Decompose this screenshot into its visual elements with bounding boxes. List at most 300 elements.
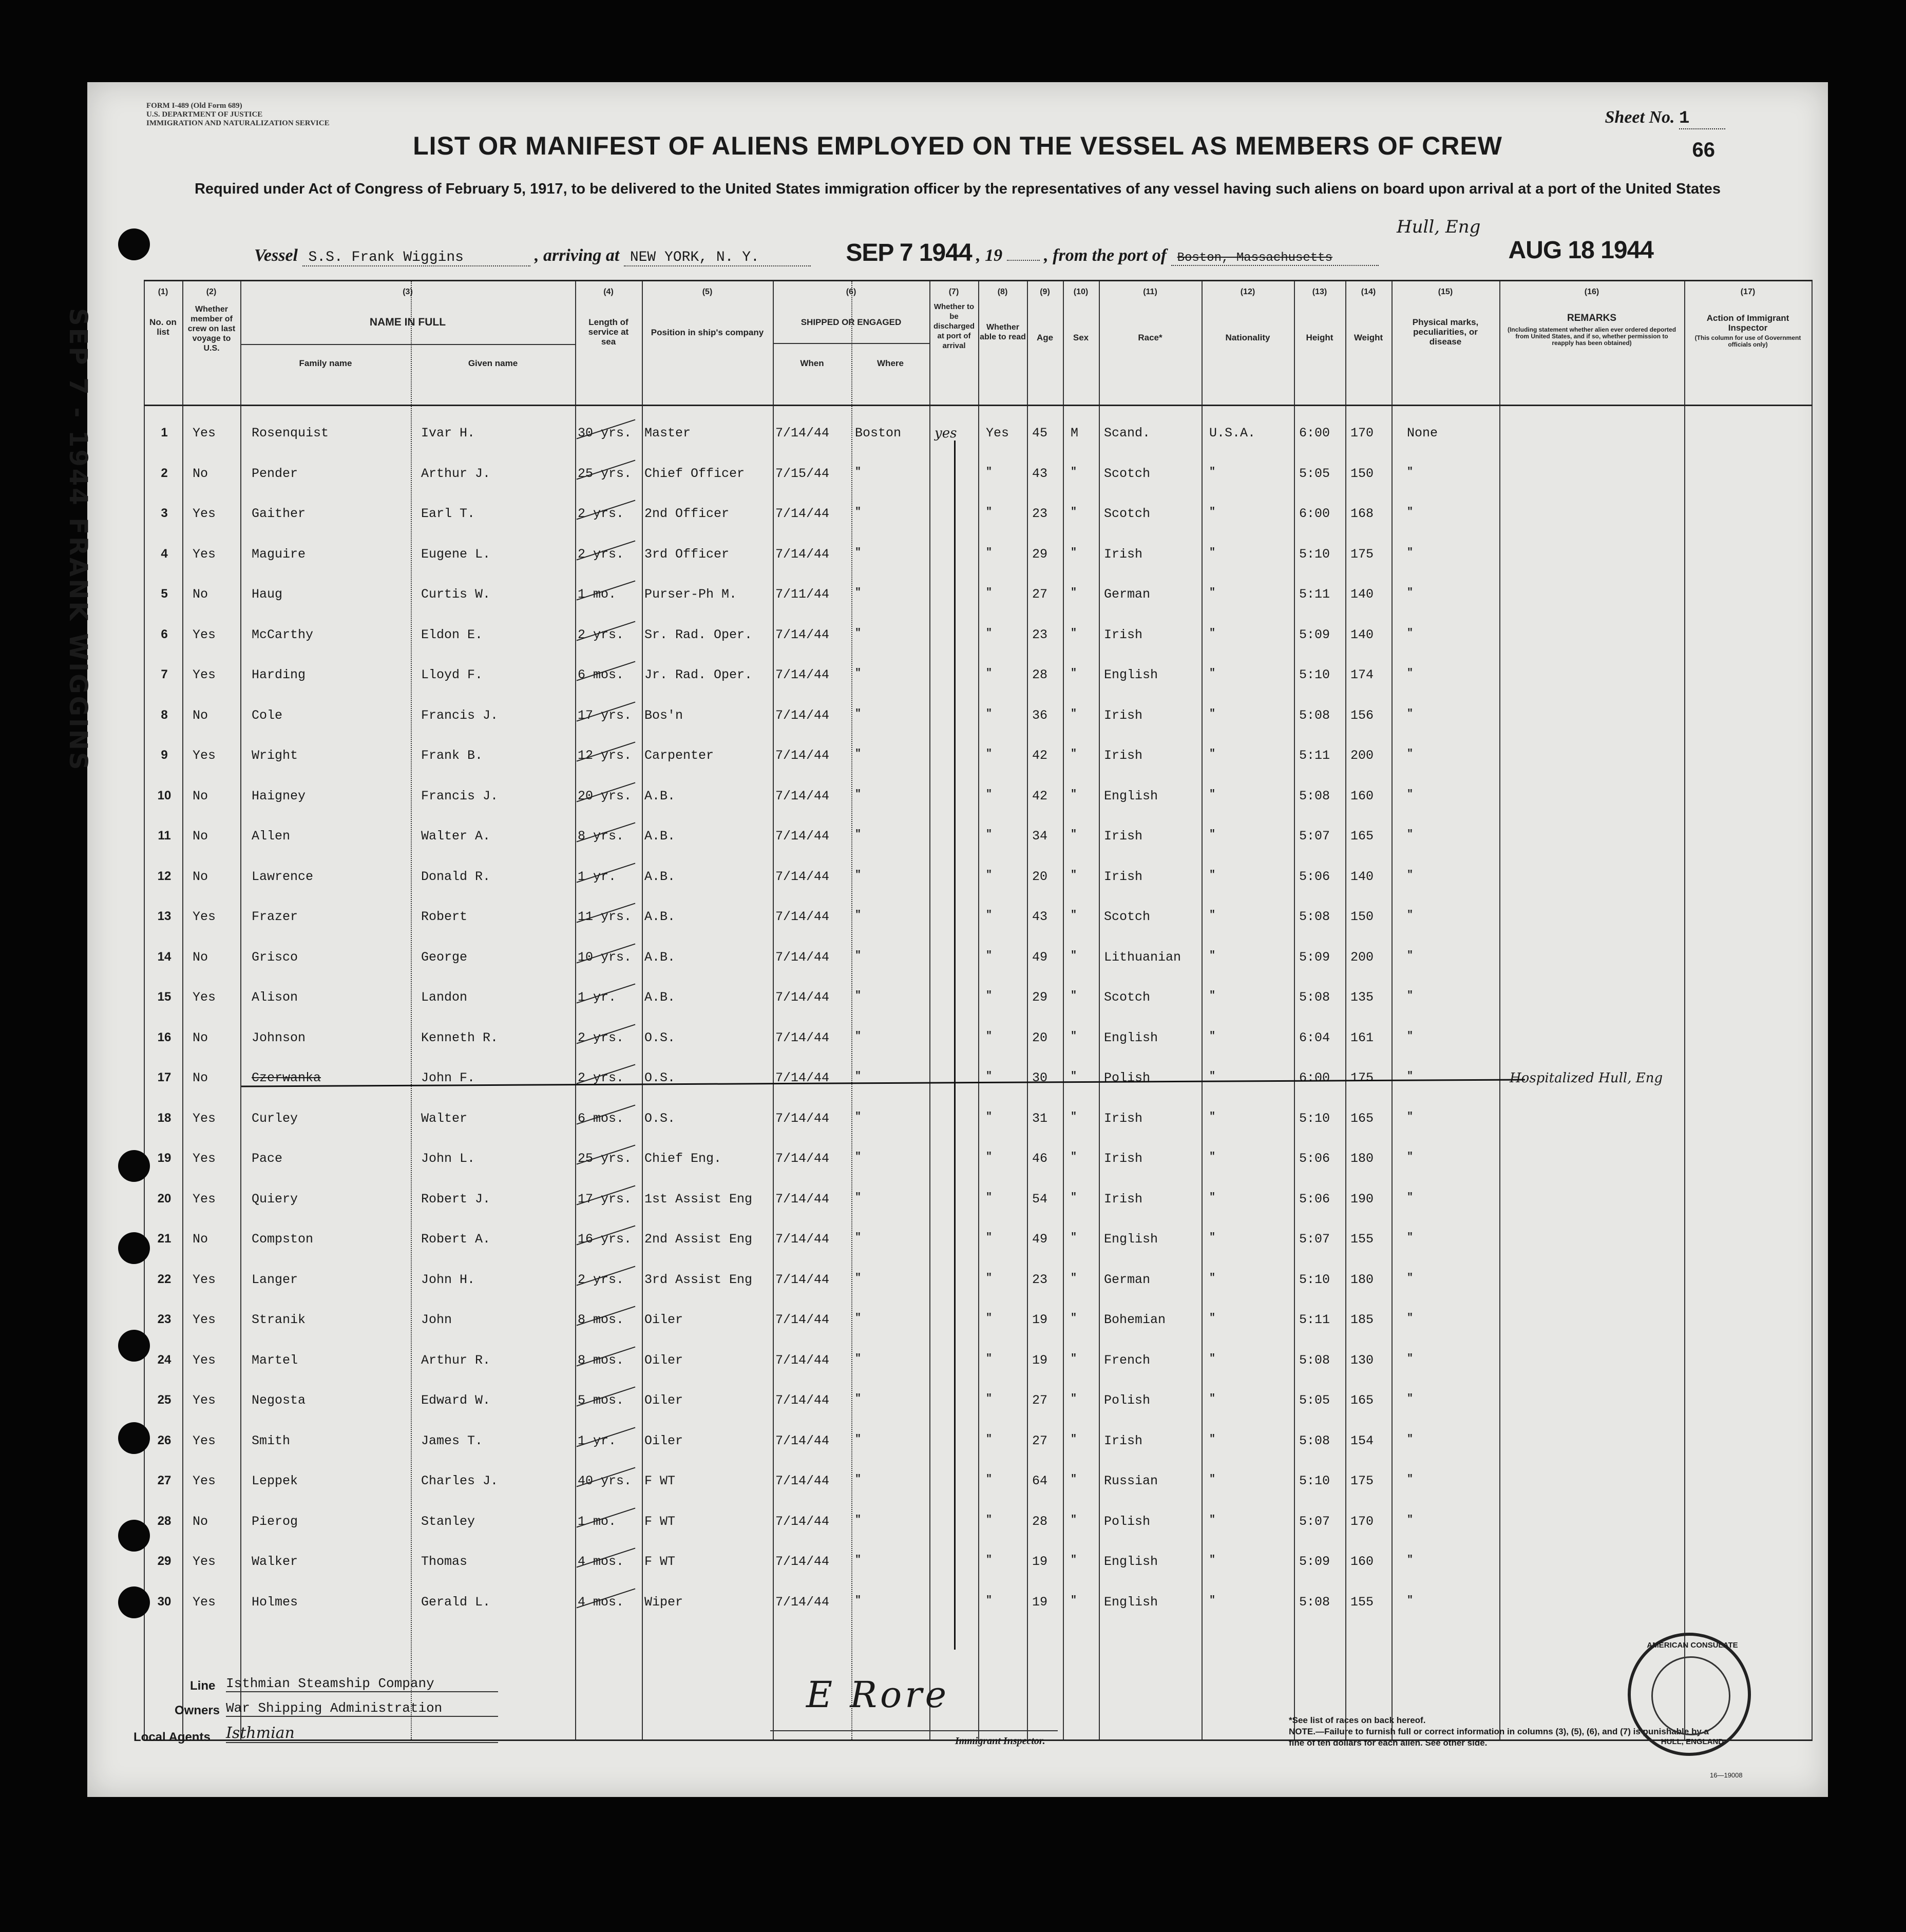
shipped-when: 7/14/44 — [775, 909, 830, 924]
given-name: Eugene L. — [421, 546, 491, 562]
row-number: 22 — [157, 1272, 171, 1286]
sex: " — [1071, 990, 1077, 1002]
shipped-where: Boston — [855, 426, 902, 441]
height: 5:09 — [1299, 627, 1330, 642]
race: Irish — [1104, 1111, 1143, 1126]
age: 54 — [1032, 1191, 1048, 1207]
year-blank — [1007, 260, 1040, 261]
nationality: " — [1209, 1393, 1216, 1405]
table-row — [144, 1586, 1813, 1625]
age: 43 — [1032, 909, 1048, 924]
shipped-when: 7/14/44 — [775, 1594, 830, 1610]
weight: 180 — [1350, 1151, 1374, 1166]
form-number: FORM I-489 (Old Form 689) — [146, 102, 242, 110]
family-name: Compston — [252, 1232, 314, 1247]
position: A.B. — [644, 949, 676, 965]
physical-marks: " — [1407, 748, 1414, 760]
physical-marks: " — [1407, 1393, 1414, 1405]
race: German — [1104, 1272, 1151, 1287]
form-number-block — [146, 102, 330, 128]
given-name: John L. — [421, 1151, 475, 1166]
shipped-when: 7/14/44 — [775, 1191, 830, 1207]
service-length: 2 yrs. — [578, 506, 624, 521]
shipped-when: 7/14/44 — [775, 627, 830, 642]
from-port-struck: Boston, Massachusetts — [1171, 251, 1379, 266]
table-row — [144, 1465, 1813, 1504]
given-name: John F. — [421, 1070, 475, 1085]
race: Lithuanian — [1104, 949, 1181, 965]
family-name: Langer — [252, 1272, 298, 1287]
age: 34 — [1032, 829, 1048, 844]
weight: 175 — [1350, 1070, 1374, 1085]
table-row — [144, 982, 1813, 1020]
weight: 150 — [1350, 466, 1374, 481]
row-number: 8 — [161, 707, 168, 722]
header-last-voyage: Whether member of crew on last voyage to U.S. — [187, 305, 236, 353]
given-name: Francis J. — [421, 707, 499, 723]
height: 5:06 — [1299, 1191, 1330, 1207]
height: 5:10 — [1299, 667, 1330, 682]
weight: 190 — [1350, 1191, 1374, 1207]
row-number: 3 — [161, 506, 168, 520]
last-voyage: Yes — [193, 1474, 216, 1488]
age: 20 — [1032, 1030, 1048, 1045]
given-name: Thomas — [421, 1554, 468, 1569]
nationality: " — [1209, 1554, 1216, 1566]
age: 45 — [1032, 426, 1048, 441]
service-length: 1 yr. — [578, 990, 617, 1005]
service-length: 25 yrs. — [578, 466, 632, 481]
header-action-sub: (This column for use of Government officials only) — [1694, 334, 1801, 348]
table-row — [144, 1103, 1813, 1141]
given-name: Curtis W. — [421, 587, 491, 602]
height: 5:09 — [1299, 1554, 1330, 1569]
table-row — [144, 1546, 1813, 1584]
nationality: " — [1209, 707, 1216, 720]
nationality: " — [1209, 869, 1216, 881]
races-note: *See list of races on back hereof. — [1289, 1715, 1426, 1725]
shipped-when: 7/14/44 — [775, 1030, 830, 1045]
service-length: 8 yrs. — [578, 829, 624, 844]
table-row — [144, 1183, 1813, 1222]
physical-marks: " — [1407, 1272, 1414, 1284]
shipped-where: " — [855, 1272, 862, 1284]
weight: 156 — [1350, 707, 1374, 723]
sex: " — [1071, 1352, 1077, 1365]
sex: " — [1071, 1594, 1077, 1606]
able-to-read: " — [986, 1232, 993, 1244]
shipped-where: " — [855, 1554, 862, 1566]
age: 23 — [1032, 627, 1048, 642]
sex: " — [1071, 546, 1077, 559]
header-given-name: Given name — [468, 358, 518, 368]
nationality: " — [1209, 587, 1216, 599]
service-length: 20 yrs. — [578, 788, 632, 804]
last-voyage: Yes — [193, 748, 216, 763]
weight: 150 — [1350, 909, 1374, 924]
manifest-sheet — [64, 82, 1828, 1797]
service-length: 1 yr. — [578, 869, 617, 884]
able-to-read: " — [986, 1474, 993, 1485]
family-name: Leppek — [252, 1474, 298, 1488]
header-remarks: REMARKS — [1567, 313, 1617, 323]
table-row — [144, 1264, 1813, 1303]
age: 19 — [1032, 1312, 1048, 1327]
weight: 160 — [1350, 1554, 1374, 1569]
shipped-where: " — [855, 990, 862, 1002]
age: 27 — [1032, 587, 1048, 602]
shipped-when: 7/14/44 — [775, 1514, 830, 1529]
race: Russian — [1104, 1474, 1158, 1488]
height: 5:10 — [1299, 1272, 1330, 1287]
nationality: " — [1209, 1111, 1216, 1123]
physical-marks: " — [1407, 587, 1414, 599]
nationality: " — [1209, 829, 1216, 840]
vessel-line — [254, 239, 1379, 267]
sheet-value: 1 — [1679, 109, 1725, 129]
family-name: Walker — [252, 1554, 298, 1569]
able-to-read: " — [986, 466, 993, 478]
row-number: 11 — [158, 829, 171, 843]
table-row — [144, 659, 1813, 698]
shipped-when: 7/14/44 — [775, 748, 830, 763]
line-value: Isthmian Steamship Company — [226, 1676, 498, 1692]
shipped-where: " — [855, 748, 862, 760]
nationality: " — [1209, 667, 1216, 679]
family-name: McCarthy — [252, 627, 314, 642]
height: 5:06 — [1299, 869, 1330, 884]
race: French — [1104, 1352, 1151, 1368]
shipped-when: 7/14/44 — [775, 990, 830, 1005]
family-name: Alison — [252, 990, 298, 1005]
header-able-read: Whether able to read — [980, 323, 1026, 341]
row-number: 16 — [157, 1030, 171, 1044]
col-num-13: (13) — [1312, 288, 1327, 296]
family-name: Haigney — [252, 788, 306, 804]
sex: " — [1071, 667, 1077, 679]
height: 5:05 — [1299, 466, 1330, 481]
race: Irish — [1104, 748, 1143, 763]
arriving-label: , arriving at — [535, 246, 620, 265]
header-family-name: Family name — [299, 358, 352, 368]
header-remarks-sub: (Including statement whether alien ever ordered deported from United States, and if so, whether permission to reapply has been obtained) — [1507, 326, 1676, 347]
age: 43 — [1032, 466, 1048, 481]
age: 64 — [1032, 1474, 1048, 1488]
inspector-signature: E Rore — [806, 1674, 950, 1716]
sex: " — [1071, 1191, 1077, 1203]
service-length: 11 yrs. — [578, 909, 632, 924]
race: Scotch — [1104, 466, 1151, 481]
nationality: " — [1209, 1151, 1216, 1163]
shipped-when: 7/14/44 — [775, 788, 830, 804]
able-to-read: " — [986, 1433, 993, 1445]
shipped-where: " — [855, 829, 862, 840]
family-name: Holmes — [252, 1594, 298, 1610]
service-length: 17 yrs. — [578, 707, 632, 723]
table-row — [144, 1022, 1813, 1061]
row-number: 20 — [157, 1191, 171, 1206]
weight: 165 — [1350, 1393, 1374, 1408]
family-name: Smith — [252, 1433, 291, 1448]
shipped-when: 7/14/44 — [775, 426, 830, 441]
table-row — [144, 820, 1813, 859]
sex: " — [1071, 909, 1077, 921]
family-name: Lawrence — [252, 869, 314, 884]
age: 29 — [1032, 990, 1048, 1005]
shipped-when: 7/14/44 — [775, 1433, 830, 1448]
position: A.B. — [644, 788, 676, 804]
race: English — [1104, 1594, 1158, 1610]
family-name: Stranik — [252, 1312, 306, 1327]
row-number: 29 — [157, 1554, 171, 1568]
header-age: Age — [1036, 333, 1054, 342]
given-name: Arthur J. — [421, 466, 491, 481]
given-name: Gerald L. — [421, 1594, 491, 1610]
owners-value: War Shipping Administration — [226, 1700, 498, 1717]
received-date-stamp: AUG 18 1944 — [1508, 237, 1653, 264]
last-voyage: Yes — [193, 627, 216, 642]
header-action: Action of Immigrant Inspector — [1706, 313, 1789, 333]
table-row — [144, 1223, 1813, 1262]
nationality: " — [1209, 1191, 1216, 1203]
table-row — [144, 740, 1813, 778]
family-name: Grisco — [252, 949, 298, 965]
last-voyage: Yes — [193, 909, 216, 924]
sheet-number — [1605, 108, 1726, 129]
height: 5:06 — [1299, 1151, 1330, 1166]
shipped-where: " — [855, 1070, 862, 1082]
race: Scotch — [1104, 990, 1151, 1005]
service-length: 25 yrs. — [578, 1151, 632, 1166]
binder-hole — [118, 1520, 150, 1552]
col-num-1: (1) — [158, 288, 168, 296]
weight: 160 — [1350, 788, 1374, 804]
shipped-where: " — [855, 1312, 862, 1324]
position: O.S. — [644, 1070, 676, 1085]
nationality: " — [1209, 1433, 1216, 1445]
shipped-when: 7/14/44 — [775, 949, 830, 965]
shipped-where: " — [855, 1191, 862, 1203]
weight: 161 — [1350, 1030, 1374, 1045]
header-weight: Weight — [1354, 333, 1383, 342]
given-name: Kenneth R. — [421, 1030, 499, 1045]
last-voyage: Yes — [193, 506, 216, 521]
last-voyage: Yes — [193, 1191, 216, 1207]
shipped-when: 7/14/44 — [775, 1272, 830, 1287]
race: English — [1104, 1232, 1158, 1247]
header-where: Where — [877, 358, 904, 368]
row-number: 28 — [157, 1514, 171, 1528]
service-length: 2 yrs. — [578, 546, 624, 562]
weight: 200 — [1350, 949, 1374, 965]
table-row — [144, 1425, 1813, 1464]
physical-marks: " — [1407, 829, 1414, 840]
weight: 130 — [1350, 1352, 1374, 1368]
race: Irish — [1104, 627, 1143, 642]
header-no-on-list: No. on list — [149, 317, 177, 337]
shipped-where: " — [855, 1030, 862, 1042]
col-num-5: (5) — [702, 288, 713, 296]
row-number: 18 — [157, 1111, 171, 1125]
physical-marks: " — [1407, 1474, 1414, 1485]
position: Purser-Ph M. — [644, 587, 737, 602]
sex: " — [1071, 1514, 1077, 1526]
sex: " — [1071, 1151, 1077, 1163]
height: 6:00 — [1299, 506, 1330, 521]
weight: 140 — [1350, 627, 1374, 642]
shipped-where: " — [855, 587, 862, 599]
able-to-read: " — [986, 990, 993, 1002]
able-to-read: " — [986, 1111, 993, 1123]
position: Oiler — [644, 1312, 683, 1327]
given-name: Walter — [421, 1111, 468, 1126]
fine-note: NOTE.—Failure to furnish full or correct information in columns (3), (5), (6), and (7) is punishable by a fine of ten dollars for each alien. See other side. — [1289, 1727, 1709, 1748]
shipped-when: 7/14/44 — [775, 1474, 830, 1488]
height: 6:00 — [1299, 1070, 1330, 1085]
col-num-9: (9) — [1040, 288, 1050, 296]
service-length: 8 mos. — [578, 1352, 624, 1368]
service-length: 10 yrs. — [578, 949, 632, 965]
header-name-in-full: NAME IN FULL — [369, 316, 446, 328]
family-name: Maguire — [252, 546, 306, 562]
able-to-read: " — [986, 506, 993, 518]
table-row — [144, 579, 1813, 617]
discharge-pen-line — [954, 441, 956, 1650]
sex: " — [1071, 1111, 1077, 1123]
service-length: 1 yr. — [578, 1433, 617, 1448]
last-voyage: Yes — [193, 1594, 216, 1610]
last-voyage: Yes — [193, 1151, 216, 1166]
header-height: Height — [1306, 333, 1333, 342]
race: German — [1104, 587, 1151, 602]
last-voyage: Yes — [193, 1352, 216, 1368]
race: Polish — [1104, 1514, 1151, 1529]
last-voyage: Yes — [193, 1111, 216, 1126]
last-voyage: Yes — [193, 1393, 216, 1408]
given-name: Ivar H. — [421, 426, 475, 441]
shipped-when: 7/14/44 — [775, 667, 830, 682]
family-name: Curley — [252, 1111, 298, 1126]
race: Polish — [1104, 1070, 1151, 1085]
position: A.B. — [644, 909, 676, 924]
able-to-read: " — [986, 1272, 993, 1284]
given-name: Frank B. — [421, 748, 483, 763]
nationality: " — [1209, 1070, 1216, 1082]
position: Sr. Rad. Oper. — [644, 627, 753, 642]
table-row — [144, 780, 1813, 819]
age: 28 — [1032, 1514, 1048, 1529]
shipped-where: " — [855, 466, 862, 478]
form-code: 16—19008 — [1710, 1771, 1743, 1779]
race: English — [1104, 788, 1158, 804]
physical-marks: " — [1407, 1191, 1414, 1203]
row-number: 14 — [157, 949, 171, 964]
physical-marks: " — [1407, 546, 1414, 559]
given-name: Francis J. — [421, 788, 499, 804]
shipped-when: 7/14/44 — [775, 1151, 830, 1166]
weight: 175 — [1350, 1474, 1374, 1488]
race: Irish — [1104, 1191, 1143, 1207]
able-to-read: " — [986, 667, 993, 679]
nationality: " — [1209, 788, 1216, 800]
shipped-when: 7/14/44 — [775, 1070, 830, 1085]
physical-marks: " — [1407, 1070, 1414, 1082]
height: 5:08 — [1299, 1433, 1330, 1448]
shipped-when: 7/14/44 — [775, 1111, 830, 1126]
position: 2nd Officer — [644, 506, 730, 521]
shipped-where: " — [855, 1232, 862, 1244]
family-name: Quiery — [252, 1191, 298, 1207]
header-position: Position in ship's company — [651, 328, 764, 337]
able-to-read: " — [986, 1151, 993, 1163]
table-row — [144, 417, 1813, 456]
header-race: Race* — [1138, 333, 1162, 342]
position: Oiler — [644, 1393, 683, 1408]
col-num-12: (12) — [1240, 288, 1255, 296]
shipped-when: 7/11/44 — [775, 587, 830, 602]
race: Irish — [1104, 546, 1143, 562]
weight: 200 — [1350, 748, 1374, 763]
shipped-where: " — [855, 1594, 862, 1606]
shipped-when: 7/14/44 — [775, 1352, 830, 1368]
sex: " — [1071, 1554, 1077, 1566]
race: Scotch — [1104, 506, 1151, 521]
sex: " — [1071, 949, 1077, 962]
given-name: Lloyd F. — [421, 667, 483, 682]
page-subtitle: Required under Act of Congress of February 5, 1917, to be delivered to the United States immigration officer by the representatives of any vessel having such aliens on board upon arrival at a port of the United States — [194, 181, 1721, 197]
able-to-read: " — [986, 1594, 993, 1606]
shipped-where: " — [855, 1393, 862, 1405]
shipped-when: 7/14/44 — [775, 1232, 830, 1247]
agents-label: Local Agents — [134, 1730, 211, 1744]
family-name: Rosenquist — [252, 426, 329, 441]
weight: 170 — [1350, 1514, 1374, 1529]
age: 29 — [1032, 546, 1048, 562]
able-to-read: " — [986, 748, 993, 760]
nationality: " — [1209, 466, 1216, 478]
col-num-2: (2) — [206, 288, 217, 296]
from-port-handwritten: Hull, Eng — [1397, 217, 1481, 237]
row-number: 13 — [157, 909, 171, 923]
age: 27 — [1032, 1393, 1048, 1408]
family-name: Harding — [252, 667, 306, 682]
family-name: Haug — [252, 587, 283, 602]
nationality: " — [1209, 546, 1216, 559]
agency-line-2: IMMIGRATION AND NATURALIZATION SERVICE — [146, 119, 330, 127]
able-to-read: " — [986, 546, 993, 559]
row-number: 10 — [157, 788, 171, 802]
nationality: " — [1209, 1474, 1216, 1485]
race: Irish — [1104, 869, 1143, 884]
sex: " — [1071, 506, 1077, 518]
crew-table — [144, 280, 1813, 1741]
remarks: Hospitalized Hull, Eng — [1510, 1070, 1663, 1086]
nationality: " — [1209, 1312, 1216, 1324]
given-name: Edward W. — [421, 1393, 491, 1408]
family-name: Negosta — [252, 1393, 306, 1408]
height: 5:08 — [1299, 1594, 1330, 1610]
binder-hole — [118, 1232, 150, 1264]
family-name: Allen — [252, 829, 291, 844]
row-number: 24 — [157, 1352, 171, 1367]
last-voyage: No — [193, 1030, 208, 1045]
age: 42 — [1032, 748, 1048, 763]
col-num-11: (11) — [1143, 288, 1157, 296]
table-row — [144, 539, 1813, 577]
row-number: 17 — [157, 1070, 171, 1084]
row-number: 27 — [157, 1474, 171, 1487]
sex: " — [1071, 1474, 1077, 1485]
